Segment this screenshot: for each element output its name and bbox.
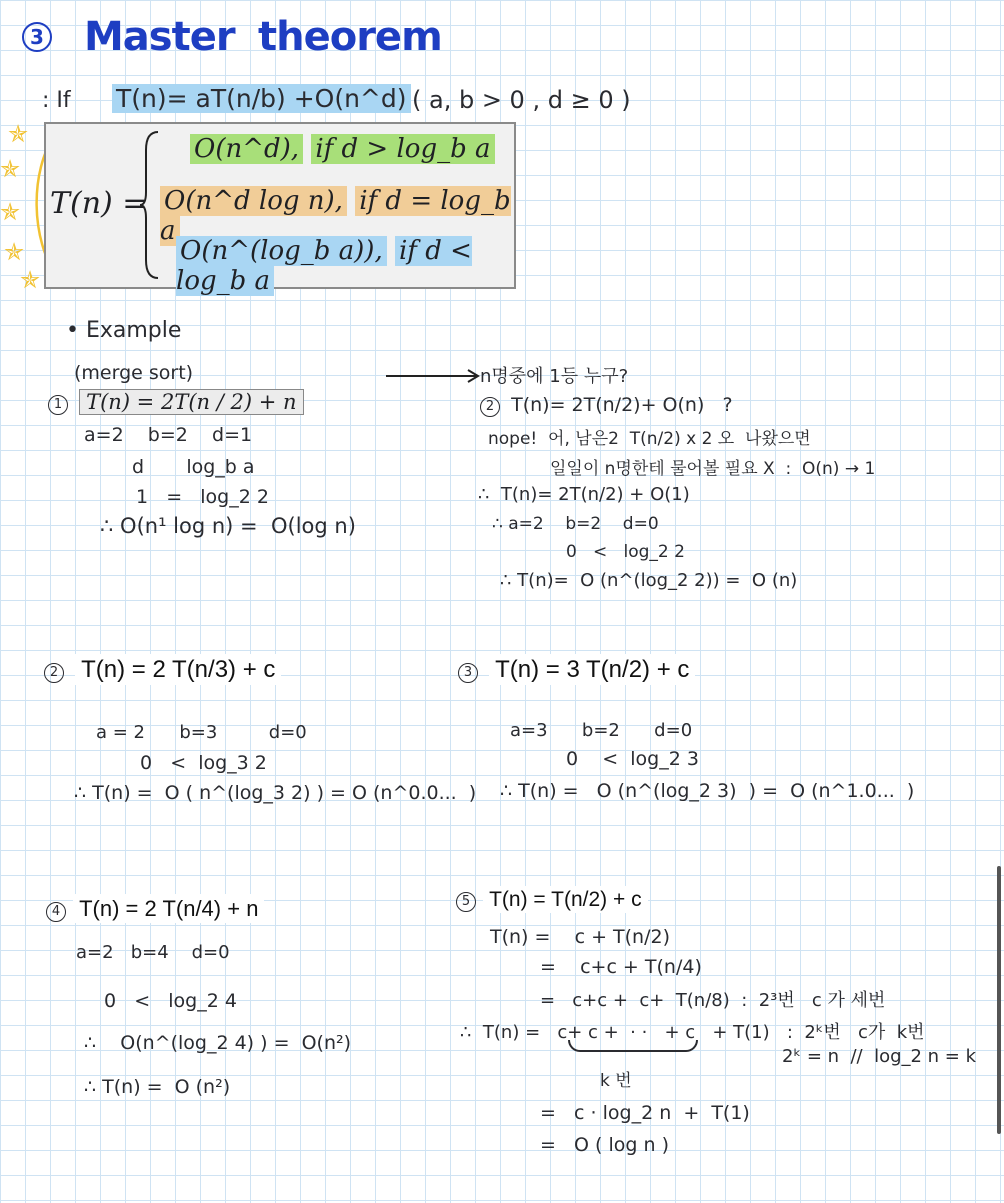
ex5-line2: = c+c + T(n/4): [540, 956, 702, 978]
case2-condition: if d = log_b a: [160, 186, 511, 246]
title-theorem: theorem: [258, 14, 442, 60]
ex4-params: a=2 b=4 d=0: [76, 942, 230, 963]
ex1-line3: ∴ O(n¹ log n) = O(log n): [100, 514, 356, 538]
case1-condition: if d > log_b a: [311, 134, 494, 164]
case3-result: O(n^(log_b a)),: [176, 236, 387, 266]
ex-tournament-formula: T(n)= 2T(n/2)+ O(n) ?: [511, 394, 733, 416]
ex-tournament-number: 2: [480, 397, 500, 417]
condition-prefix: : If: [42, 88, 71, 113]
ex5-line6: = c · log_2 n + T(1): [540, 1102, 750, 1124]
ex4-header: [46, 896, 264, 922]
ex-tournament-line1: nope! 어, 남은2 T(n/2) x 2 오 나왔으면: [488, 429, 811, 449]
merge-sort-label: (merge sort): [74, 362, 194, 384]
ex1-header: [48, 390, 304, 415]
ex2-line2: ∴ T(n) = O ( n^(log_3 2) ) = O (n^0.0... ): [74, 782, 477, 804]
ex2-formula: T(n) = 2 T(n/3) + c: [75, 654, 281, 685]
star-icon: ✯: [0, 198, 21, 226]
master-theorem-cases-card: [44, 122, 516, 296]
ex-tournament-line4: ∴ a=2 b=2 d=0: [492, 514, 659, 534]
ex2-number: 2: [44, 663, 64, 683]
ex3-line1: 0 < log_2 3: [566, 748, 699, 770]
ex4-formula: T(n) = 2 T(n/4) + n: [73, 894, 264, 923]
ex-tournament-line6: ∴ T(n)= O (n^(log_2 2)) = O (n): [500, 570, 798, 591]
vertical-scrollbar[interactable]: [997, 866, 1001, 1134]
ex2-header: [44, 656, 281, 684]
example-heading: • Example: [66, 318, 182, 343]
ex1-params: a=2 b=2 d=1: [84, 424, 253, 446]
ex3-line2: ∴ T(n) = O (n^(log_2 3) ) = O (n^1.0... ): [500, 780, 915, 802]
ex3-header: [458, 656, 695, 684]
tournament-note: n명중에 1등 누구?: [480, 366, 629, 387]
ex5-brace-label: k 번: [600, 1071, 632, 1091]
ex4-number: 4: [46, 902, 66, 922]
title-number-badge: 3: [22, 22, 52, 52]
star-icon: ✯: [0, 155, 21, 183]
ex5-line5: 2ᵏ = n // log_2 n = k: [782, 1046, 977, 1067]
ex5-line7: = O ( log n ): [540, 1134, 669, 1156]
ex5-line1: T(n) = c + T(n/2): [490, 926, 670, 948]
underbrace-icon: [568, 1040, 698, 1052]
condition-formula: T(n)= aT(n/b) +O(n^d): [112, 84, 411, 113]
star-icon: ✯: [20, 266, 41, 294]
case1-row: [190, 134, 495, 164]
ex5-number: 5: [456, 892, 476, 912]
cases-lhs: T(n) =: [50, 186, 148, 221]
case1-result: O(n^d),: [190, 134, 303, 164]
star-icon: ✯: [4, 238, 25, 266]
ex4-line3: ∴ T(n) = O (n²): [84, 1076, 231, 1098]
ex5-formula: T(n) = T(n/2) + c: [483, 886, 648, 913]
ex4-line2: ∴ O(n^(log_2 4) ) = O(n²): [84, 1032, 352, 1054]
left-brace-icon: [138, 130, 162, 280]
ex5-header: [456, 888, 648, 912]
star-icon: ✯: [8, 120, 29, 148]
ex-tournament-header: [480, 394, 733, 417]
ex1-number: 1: [48, 395, 68, 415]
ex1-formula: T(n) = 2T(n / 2) + n: [79, 389, 303, 415]
ex-tournament-line3: ∴ T(n)= 2T(n/2) + O(1): [478, 484, 690, 505]
right-arrow-icon: [386, 368, 486, 384]
ex3-params: a=3 b=2 d=0: [510, 720, 693, 741]
ex5-line3: = c+c + c+ T(n/8) : 2³번 c 가 세번: [540, 990, 886, 1011]
ex3-formula: T(n) = 3 T(n/2) + c: [489, 654, 695, 685]
ex-tournament-line2: 일일이 n명한테 물어볼 필요 X : O(n) → 1: [550, 459, 876, 479]
ex1-line1: d log_b a: [132, 456, 255, 478]
case2-result: O(n^d log n),: [160, 186, 347, 216]
ex-tournament-line5: 0 < log_2 2: [566, 542, 685, 562]
ex2-line1: 0 < log_3 2: [140, 752, 267, 774]
ex2-params: a = 2 b=3 d=0: [96, 722, 307, 743]
title-master: Master: [84, 14, 235, 60]
ex4-line1: 0 < log_2 4: [104, 990, 237, 1012]
case3-row: [176, 236, 514, 296]
ex3-number: 3: [458, 663, 478, 683]
case3-condition: if d < log_b a: [176, 236, 472, 296]
condition-constraints: ( a, b > 0 , d ≥ 0 ): [412, 86, 631, 114]
ex5-line4: ∴ T(n) = c+ c + · · + c + T(1) : 2ᵏ번 c가 k번: [460, 1022, 925, 1043]
ex1-line2: 1 = log_2 2: [136, 486, 269, 508]
